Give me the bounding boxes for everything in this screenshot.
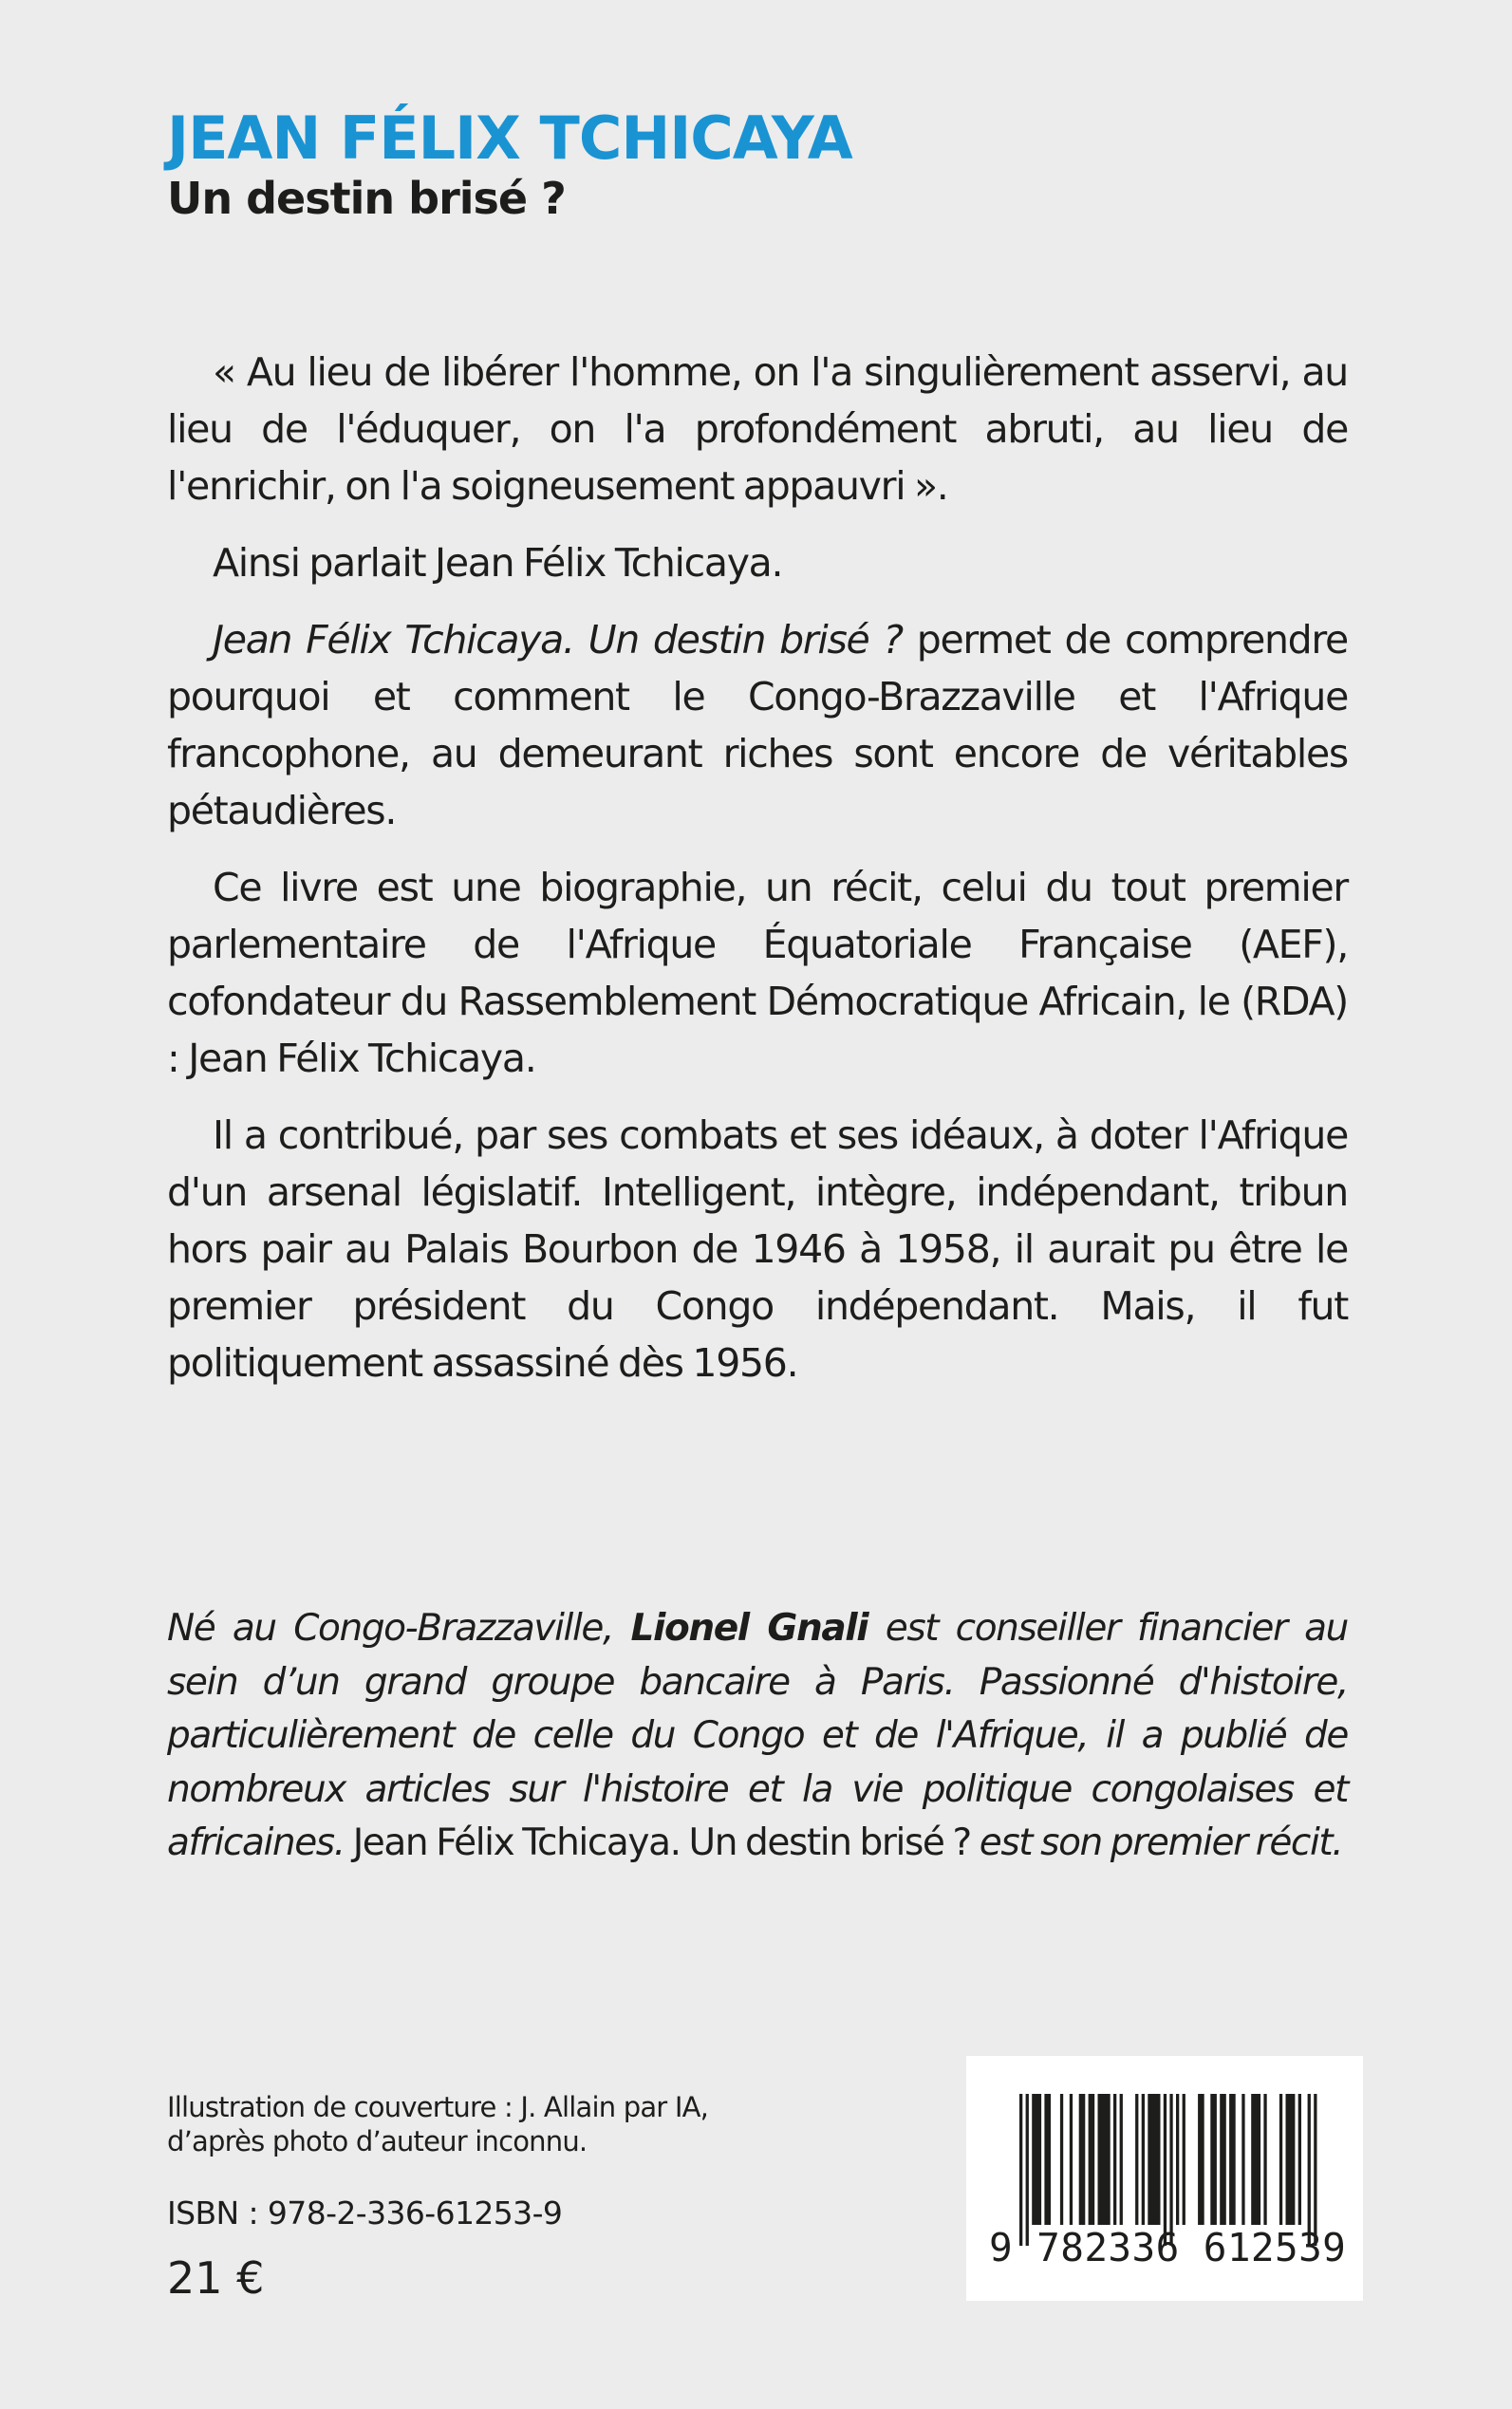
barcode-bar-29	[1314, 2094, 1316, 2246]
attribution-paragraph: Ainsi parlait Jean Félix Tchicaya.	[213, 540, 783, 586]
author-bio-middle: est conseiller financier au sein d’un grand groupe bancaire à Paris. Passionné d'histoire, particulièrement de celle du Congo et de l'Afrique, il a publié de nombreux articles sur l'histoire et la vie politique congolaises et africaines.	[167, 1607, 1348, 1864]
barcode-bar-6	[1079, 2094, 1086, 2225]
barcode-bar-13	[1148, 2094, 1160, 2225]
barcode-bar-0	[1019, 2094, 1022, 2246]
summary-paragraph	[167, 611, 1348, 839]
barcode-bar-24	[1263, 2094, 1266, 2225]
cover-credit	[167, 2090, 708, 2158]
blurb	[167, 344, 1348, 1411]
barcode-bar-27	[1298, 2094, 1301, 2225]
barcode	[966, 2056, 1363, 2301]
isbn: ISBN : 978-2-336-61253-9	[167, 2194, 563, 2232]
barcode-bar-1	[1026, 2094, 1029, 2246]
author-bio-end: est son premier récit.	[970, 1821, 1343, 1864]
barcode-bar-18	[1198, 2094, 1204, 2225]
barcode-bar-26	[1286, 2094, 1296, 2225]
author-bio-book-title: Jean Félix Tchicaya. Un destin brisé ?	[344, 1821, 971, 1864]
author-name: Lionel Gnali	[630, 1607, 868, 1650]
summary-book-title: Jean Félix Tchicaya. Un destin brisé ?	[213, 617, 903, 663]
barcode-bar-2	[1032, 2094, 1041, 2225]
barcode-bar-9	[1113, 2094, 1116, 2225]
barcode-bar-25	[1279, 2094, 1282, 2225]
barcode-bar-15	[1169, 2094, 1172, 2246]
barcode-bar-21	[1229, 2094, 1236, 2225]
barcode-bar-4	[1060, 2094, 1063, 2225]
barcode-bar-20	[1220, 2094, 1226, 2225]
barcode-bar-5	[1070, 2094, 1073, 2225]
barcode-bar-16	[1176, 2094, 1179, 2225]
barcode-bar-19	[1210, 2094, 1217, 2225]
price: 21 €	[167, 2252, 265, 2304]
author-bio	[167, 1602, 1348, 1871]
cover-credit-line-1: Illustration de couverture : J. Allain par IA,	[167, 2091, 709, 2123]
barcode-bar-12	[1142, 2094, 1145, 2225]
barcode-bar-11	[1135, 2094, 1138, 2225]
cover-credit-line-2: d’après photo d’auteur inconnu.	[167, 2125, 588, 2157]
barcode-digits: 9 782336 612539	[989, 2225, 1347, 2270]
barcode-bar-8	[1098, 2094, 1111, 2225]
barcode-bar-3	[1044, 2094, 1051, 2225]
legacy-paragraph: Il a contribué, par ses combats et ses idéaux, à doter l'Afrique d'un arsenal législatif. Intelligent, intègre, indépendant, tribun hors pair au Palais Bourbon de 1946 à 1958, il aurait pu être le premier président du Congo indépendant. Mais, il fut politiquement assassiné dès 1956.	[167, 1112, 1348, 1386]
barcode-bar-22	[1241, 2094, 1244, 2225]
barcode-bar-7	[1089, 2094, 1095, 2225]
quote-paragraph: « Au lieu de libérer l'homme, on l'a singulièrement asservi, au lieu de l'éduquer, on l'a profondément abruti, au lieu de l'enrichir, on l'a soigneusement appauvri ».	[167, 349, 1348, 509]
book-subtitle: Un destin brisé ?	[167, 173, 566, 224]
barcode-bar-14	[1164, 2094, 1167, 2246]
barcode-bar-23	[1251, 2094, 1260, 2225]
summary-text: permet de comprendre pourquoi et comment le Congo-Brazzaville et l'Afrique francophone, au demeurant riches sont encore de véritables pétaudières.	[167, 617, 1348, 833]
barcode-bar-28	[1308, 2094, 1311, 2246]
barcode-bar-10	[1120, 2094, 1123, 2225]
biography-paragraph: Ce livre est une biographie, un récit, celui du tout premier parlementaire de l'Afrique Équatoriale Française (AEF), cofondateur du Rassemblement Démocratique Africain, le (RDA) : Jean Félix Tchicaya.	[167, 865, 1348, 1081]
barcode-bar-17	[1183, 2094, 1185, 2225]
book-title: JEAN FÉLIX TCHICAYA	[167, 103, 852, 173]
author-bio-start: Né au Congo-Brazzaville,	[167, 1607, 631, 1650]
